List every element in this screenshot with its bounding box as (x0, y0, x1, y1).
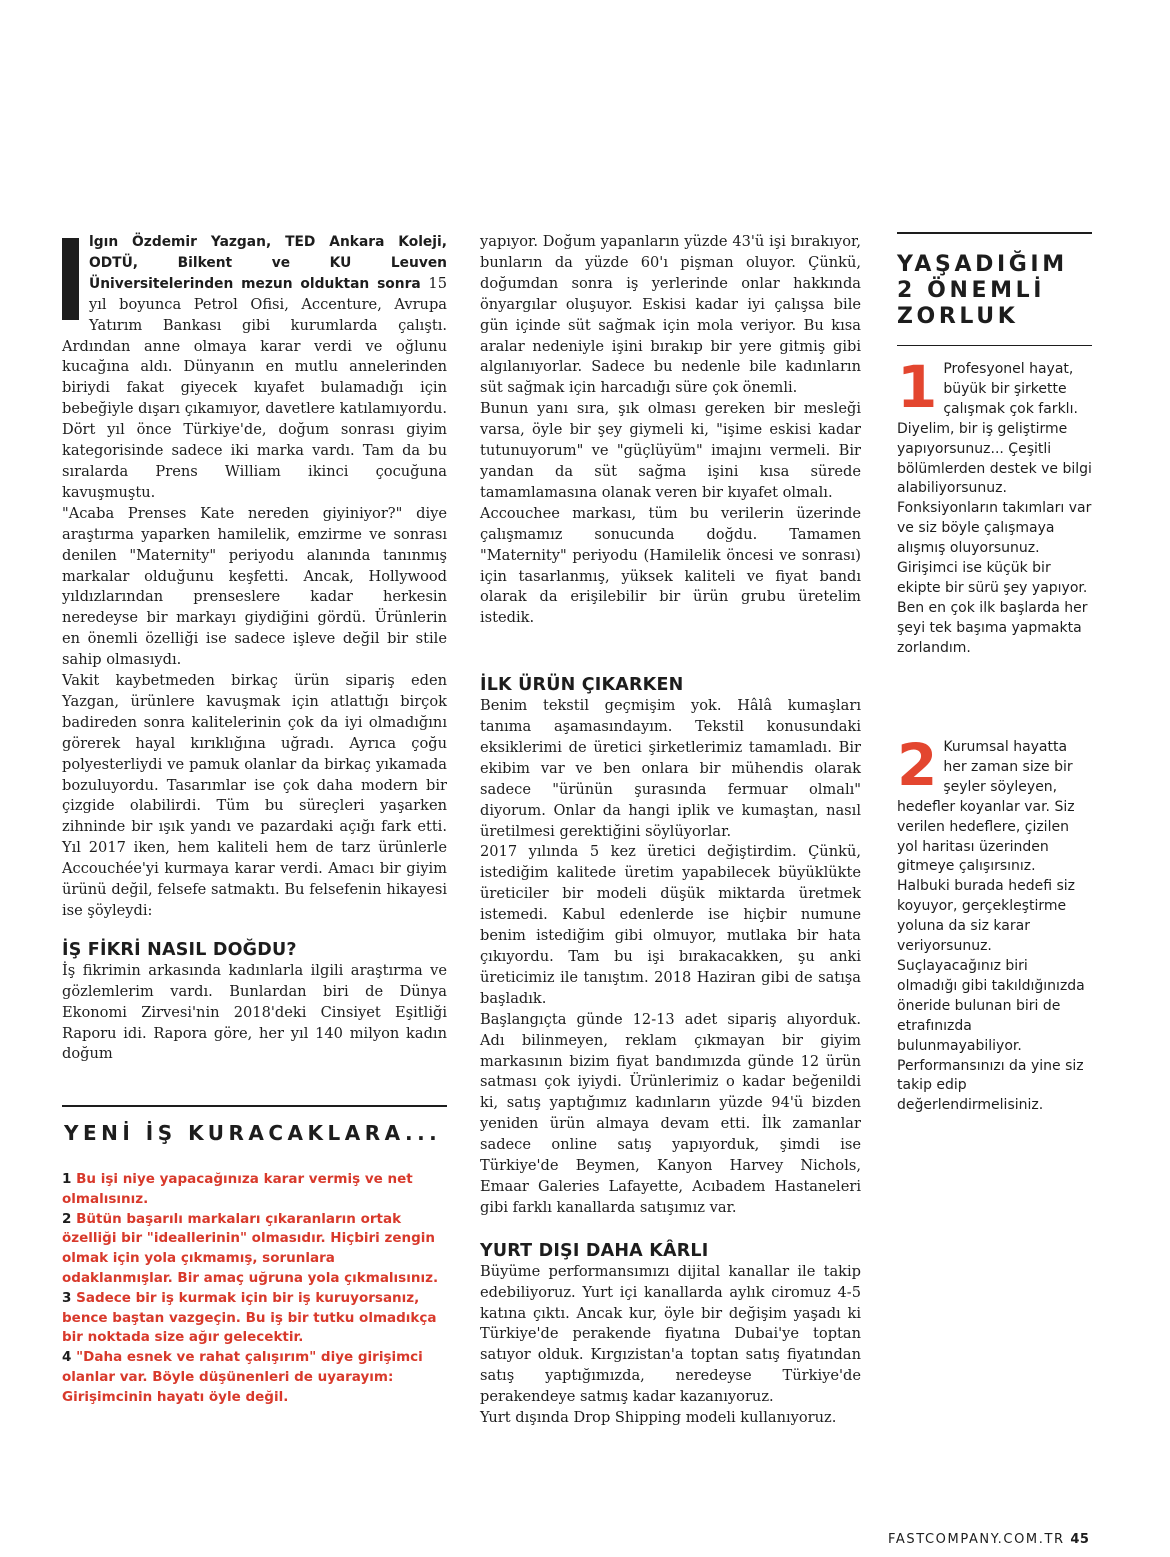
challenge-number-1: 1 (897, 353, 938, 421)
footer-site: FASTCOMPANY.COM.TR (888, 1532, 1065, 1547)
lead-paragraph (62, 232, 447, 504)
body-paragraph: Yurt dışında Drop Shipping modeli kullanıyoruz. (480, 1409, 837, 1427)
section-heading-is-fikri: İŞ FİKRİ NASIL DOĞDU? (62, 939, 297, 960)
drop-cap-i (62, 238, 79, 320)
sidebar-title-rule (897, 345, 1092, 346)
challenge-1 (897, 353, 1092, 659)
body-paragraph: Bunun yanı sıra, şık olması gereken bir mesleği varsa, öyle bir şey giymeli ki, "işime eskisi kadar tutunuyorum" ve "güçlüyüm" imajını vermeli. Bir yandan da süt sağma işini kısa sürede tamamlamasına olanak veren bir kıyafet olmalı. (480, 400, 861, 501)
page-footer (888, 1532, 1089, 1547)
body-paragraph: 2017 yılında 5 kez üretici değiştirdim. Çünkü, istediğim kalitede üretim yapabilecek büyüklükte üreticiler bir modeli düşük miktarda üretmek istemedi. Kabul edenlerde ise hiçbir numune benim istediğim gibi olmuyor, mutlaka bir hata çıkıyordu. Tam bu işi bırakacakken, şu anki üreticimiz ile tanıştım. 2018 Haziran gibi de satışa başladık. (480, 843, 861, 1007)
lead-body-text: 15 yıl boyunca Petrol Ofisi, Accenture, Avrupa Yatırım Bankası gibi kurumlarda çalıştı. Ardından anne olmaya karar verdi ve oğlunu kucağına aldı. Dünyanın en mutlu annelerinden biriydi fakat giyecek kıyafet bulamadığı için bebeğiyle dışarı çıkamıyor, davetlere katılamıyordu. Dört yıl önce Türkiye'de, doğum sonrası giyim kategorisinde sadece iki marka vardı. Tam da bu sıralarda Prens William ikinci çocuğuna kavuşmuştu. (62, 274, 447, 501)
body-paragraph: Büyüme performansımızı dijital kanallar ile takip edebiliyoruz. Yurt içi kanallarda aylık ciromuz 4-5 katına çıktı. Ancak kur, öyle bir değişim yaşadı ki Türkiye'de perakende fiyatına Dubai'ye toptan satıyor olduk. Kırgızistan'a toptan satış fiyatından satış yaptığımızda, neredeyse Türkiye'de perakendeye satmış kadar kazanıyoruz. (480, 1262, 861, 1406)
body-paragraph: "Acaba Prenses Kate nereden giyiniyor?" diye araştırma yaparken hamilelik, emzirme ve sonrası denilen "Maternity" periyodu alanında tanınmış markalar olduğunu keşfetti. Ancak, Hollywood yıldızlarından prenseslere kadar herkesin neredeyse bir markayı giydiğini gördü. Ürünlerin en önemli özelliği ise sadece işleve değil bir stile sahip olmasıydı. (62, 504, 447, 669)
body-paragraph: İş fikrimin arkasında kadınlarla ilgili araştırma ve gözlemlerim vardı. Bunlardan biri de Dünya Ekonomi Zirvesi'nin 2018'deki Cinsiyet Eşitliği Raporu idi. Rapora göre, her yıl 140 milyon kadın doğum (62, 961, 447, 1063)
body-paragraph: Vakit kaybetmeden birkaç ürün sipariş eden Yazgan, ürünlere kavuşmak için atlattığı birçok badireden sonra kalitelerinin çok da iyi olmadığını görerek hayal kırıklığına uğradı. Ayrıca çoğu polyesterliydi ve pamuk olanlar da birkaç yıkamada bozuluyordu. Tasarımlar ise çok daha modern bir çizgide olabilirdi. Tüm bu süreçleri yaşarken zihninde bir ışık yandı ve pazardaki açığı fark etti. Yıl 2017 iken, hem kaliteli hem de tarz ürünlerle Accouchée'yi kurmaya karar verdi. Amacı bir giyim ürünü değil, felsefe satmaktı. Bu felsefenin hikayesi ise şöyleydi: (62, 672, 447, 919)
tip-item-4: 4 "Daha esnek ve rahat çalışırım" diye girişimci olanlar var. Böyle düşünenleri de uyarayım: Girişimcinin hayatı öyle değil. (62, 1349, 423, 1405)
challenge-text-1: Profesyonel hayat, büyük bir şirkette çalışmak çok farklı. Diyelim, bir iş geliştirme yapıyorsunuz... Çeşitli bölümlerden destek ve bilgi alabiliyorsunuz. Fonksiyonların takımları var ve siz böyle çalışmaya alışmış oluyorsunuz. Girişimci ise küçük bir ekipte bir sürü şey yapıyor. Ben en çok ilk başlarda her şeyi tek başıma yapmakta zorlandım. (897, 361, 1092, 656)
body-paragraph: yapıyor. Doğum yapanların yüzde 43'ü işi bırakıyor, bunların da yüzde 60'ı pişman oluyor. Çünkü, doğumdan sonra iş yerlerinde onlar hakkında önyargılar oluşuyor. Eskisi kadar iyi çalışsa bile gün içinde süt sağmak için mola veriyor. Bu kısa aralar nedeniyle işini bırakıp bir yere gitmiş gibi algılanıyorlar. Sadece bu nedenle bile kadınların süt sağmak için harcadığı süre çok önemli. (480, 233, 861, 397)
tips-box (62, 1105, 447, 1408)
sidebar-top-rule (897, 232, 1092, 234)
body-paragraph: Benim tekstil geçmişim yok. Hâlâ kumaşları tanıma aşamasındayım. Tekstil konusundaki eksiklerimi de üretici şirketlerimiz tamamladı. Bir ekibim var ve ben onlara bir mühendis olarak sadece "ürünün şurasında fermuar olmalı" diyorum. Onlar da hangi iplik ve kumaştan, nasıl üretilmesi gerektiğini söylüyorlar. (480, 697, 861, 840)
page-number: 45 (1070, 1532, 1090, 1547)
body-paragraph: Başlangıçta günde 12-13 adet sipariş alıyorduk. Adı bilinmeyen, reklam çıkmayan bir giyim markasının bizim fiyat bandımızda günde 12 ürün satması çok iyiydi. Ürünlerimiz o kadar beğenildi ki, satış yaptığımız kadınların yüzde 94'ü bizden yeniden ürün almaya devam etti. İlk zamanlar sadece online satış yapıyorduk, şimdi ise Türkiye'de Beymen, Kanyon Harvey Nichols, Emaar Galeries Lafayette, Acıbadem Hastaneleri gibi farklı kanallarda satışımız var. (480, 1010, 861, 1216)
tip-item-1: 1 Bu işi niye yapacağınıza karar vermiş ve net olmalısınız. (62, 1171, 413, 1207)
article-column-2 (480, 232, 861, 1429)
section-heading-yurt-disi: YURT DIŞI DAHA KÂRLI (480, 1240, 709, 1261)
section-heading-ilk-urun: İLK ÜRÜN ÇIKARKEN (480, 675, 684, 696)
challenge-2 (897, 731, 1092, 1116)
tips-list (62, 1170, 447, 1408)
tip-item-2: 2 Bütün başarılı markaları çıkaranların ortak özelliği bir "ideallerinin" olmasıdır. Hiçbiri zengin olmak için yola çıkmamış, sorunlara odaklanmışlar. Bir amaç uğruna yola çıkmalısınız. (62, 1210, 439, 1286)
article-column-1 (62, 232, 447, 1065)
tip-item-3: 3 Sadece bir iş kurmak için bir iş kuruyorsanız, bence baştan vazgeçin. Bu iş bir tutku olmadıkça bir noktada size ağır gelecektir. (62, 1289, 437, 1346)
body-paragraph: Accouchee markası, tüm bu verilerin üzerinde çalışmamız sonucunda doğdu. Tamamen "Maternity" periyodu (Hamilelik öncesi ve sonrası) için tasarlanmış, yüksek kaliteli ve fiyat bandı olarak da erişilebilir bir ürün grubu üretelim istedik. (480, 504, 861, 627)
sidebar-title: YAŞADIĞIM 2 ÖNEMLİ ZORLUK (897, 252, 1068, 329)
challenge-number-2: 2 (897, 731, 938, 799)
challenge-text-2: Kurumsal hayatta her zaman size bir şeyler söyleyen, hedefler koyanlar var. Siz verilen hedeflere, çizilen yol haritası üzerinden gitmeye çalışırsınız. Halbuki burada hedefi siz koyuyor, gerçekleştirme yoluna da siz karar veriyorsunuz. Suçlayacağınız biri olmadığı gibi takıldığınızda öneride bulunan biri de etrafınızda bulunmayabiliyor. Performansınızı da yine siz takip edip değerlendirmelisiniz. (897, 739, 1085, 1114)
lead-bold-text: lgın Özdemir Yazgan, TED Ankara Koleji, ODTÜ, Bilkent ve KU Leuven Üniversitelerinden mezun olduktan sonra (89, 234, 447, 292)
tips-title: YENİ İŞ KURACAKLARA... (64, 1121, 442, 1145)
